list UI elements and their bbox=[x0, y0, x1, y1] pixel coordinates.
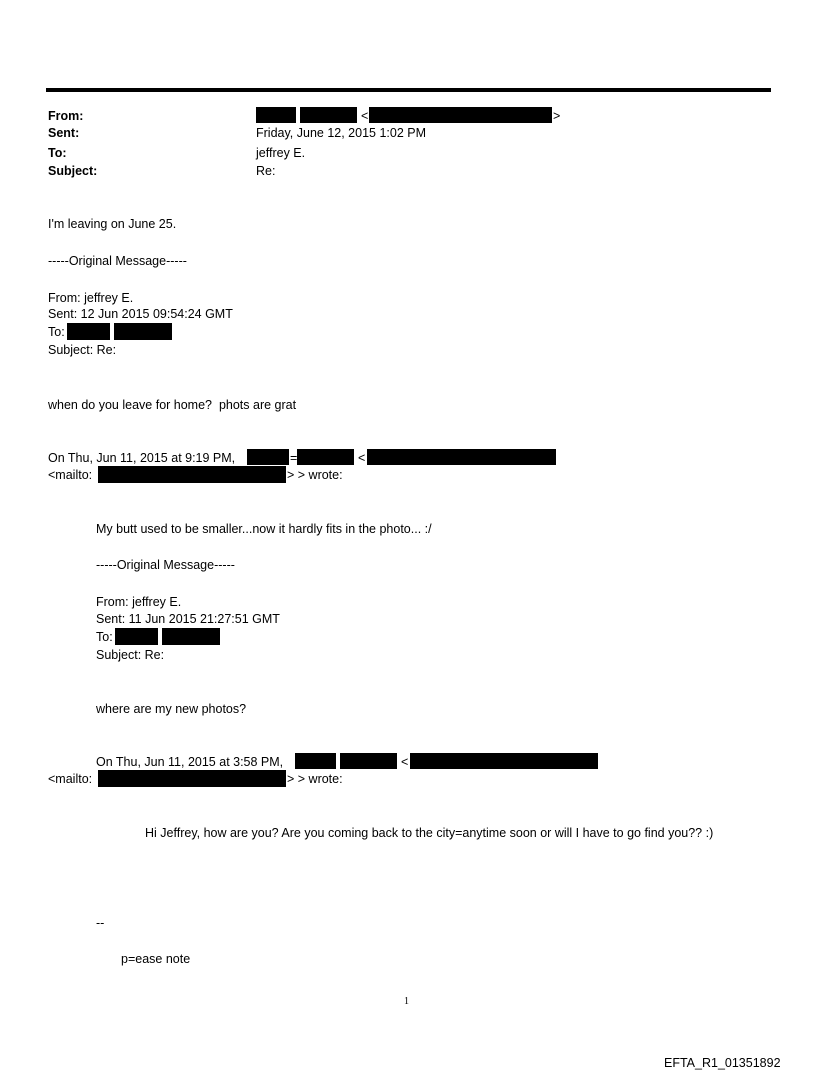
redaction-quote1-first bbox=[247, 449, 289, 465]
signature-dash: -- bbox=[96, 916, 105, 930]
quote2-header: On Thu, Jun 11, 2015 at 3:58 PM, bbox=[96, 755, 284, 769]
redaction-quote2-mailto bbox=[98, 770, 286, 787]
to-label: To: bbox=[48, 146, 67, 160]
redaction-quote2-email bbox=[410, 753, 598, 769]
redaction-quote2-last bbox=[340, 753, 397, 769]
sent-value: Friday, June 12, 2015 1:02 PM bbox=[256, 126, 427, 140]
quote1-email-open: < bbox=[358, 451, 366, 465]
reply-text: I'm leaving on June 25. bbox=[48, 217, 177, 231]
redaction-orig2-to-first bbox=[115, 628, 158, 645]
redaction-orig1-to-first bbox=[67, 323, 110, 340]
redaction-quote1-email bbox=[367, 449, 556, 465]
redaction-quote1-last bbox=[297, 449, 354, 465]
quote2-wrote: > > wrote: bbox=[287, 772, 343, 786]
original-message-separator-2: -----Original Message----- bbox=[96, 558, 235, 572]
quote1-mailto: <mailto: bbox=[48, 468, 93, 482]
orig2-from: From: jeffrey E. bbox=[96, 595, 182, 609]
subject-value: Re: bbox=[256, 164, 276, 178]
page-number: 1 bbox=[404, 996, 409, 1007]
orig1-to: To: bbox=[48, 325, 65, 339]
redaction-sender-email bbox=[369, 107, 552, 123]
orig1-subject: Subject: Re: bbox=[48, 343, 117, 357]
quote1-equals: = bbox=[290, 451, 298, 465]
quoted-message-text-3: Hi Jeffrey, how are you? Are you coming back to the city=anytime soon or will I have to go find you?? :) bbox=[145, 826, 714, 840]
redaction-sender-last bbox=[300, 107, 357, 123]
original-message-separator: -----Original Message----- bbox=[48, 254, 187, 268]
signature-note: p=ease note bbox=[121, 952, 191, 966]
subject-label: Subject: bbox=[48, 164, 98, 178]
redaction-quote1-mailto bbox=[98, 466, 286, 483]
redaction-orig1-to-last bbox=[114, 323, 172, 340]
quoted-message-text: My butt used to be smaller...now it hardly fits in the photo... :/ bbox=[96, 522, 432, 536]
redaction-quote2-first bbox=[295, 753, 336, 769]
quote1-header: On Thu, Jun 11, 2015 at 9:19 PM, bbox=[48, 451, 236, 465]
quote1-wrote: > > wrote: bbox=[287, 468, 343, 482]
redaction-orig2-to-last bbox=[162, 628, 220, 645]
sent-label: Sent: bbox=[48, 126, 80, 140]
orig1-from: From: jeffrey E. bbox=[48, 291, 134, 305]
orig2-subject: Subject: Re: bbox=[96, 648, 165, 662]
from-email-close: > bbox=[553, 109, 561, 123]
message-text: when do you leave for home? phots are grat bbox=[48, 398, 297, 412]
document-id: EFTA_R1_01351892 bbox=[664, 1056, 781, 1070]
quote2-mailto: <mailto: bbox=[48, 772, 93, 786]
header-rule bbox=[46, 88, 771, 92]
from-email-open: < bbox=[361, 109, 369, 123]
quoted-message-text-2: where are my new photos? bbox=[96, 702, 247, 716]
orig1-sent: Sent: 12 Jun 2015 09:54:24 GMT bbox=[48, 307, 233, 321]
orig2-sent: Sent: 11 Jun 2015 21:27:51 GMT bbox=[96, 612, 280, 626]
to-value: jeffrey E. bbox=[256, 146, 306, 160]
quote2-email-open: < bbox=[401, 755, 409, 769]
orig2-to: To: bbox=[96, 630, 113, 644]
redaction-sender-first bbox=[256, 107, 296, 123]
from-label: From: bbox=[48, 109, 84, 123]
